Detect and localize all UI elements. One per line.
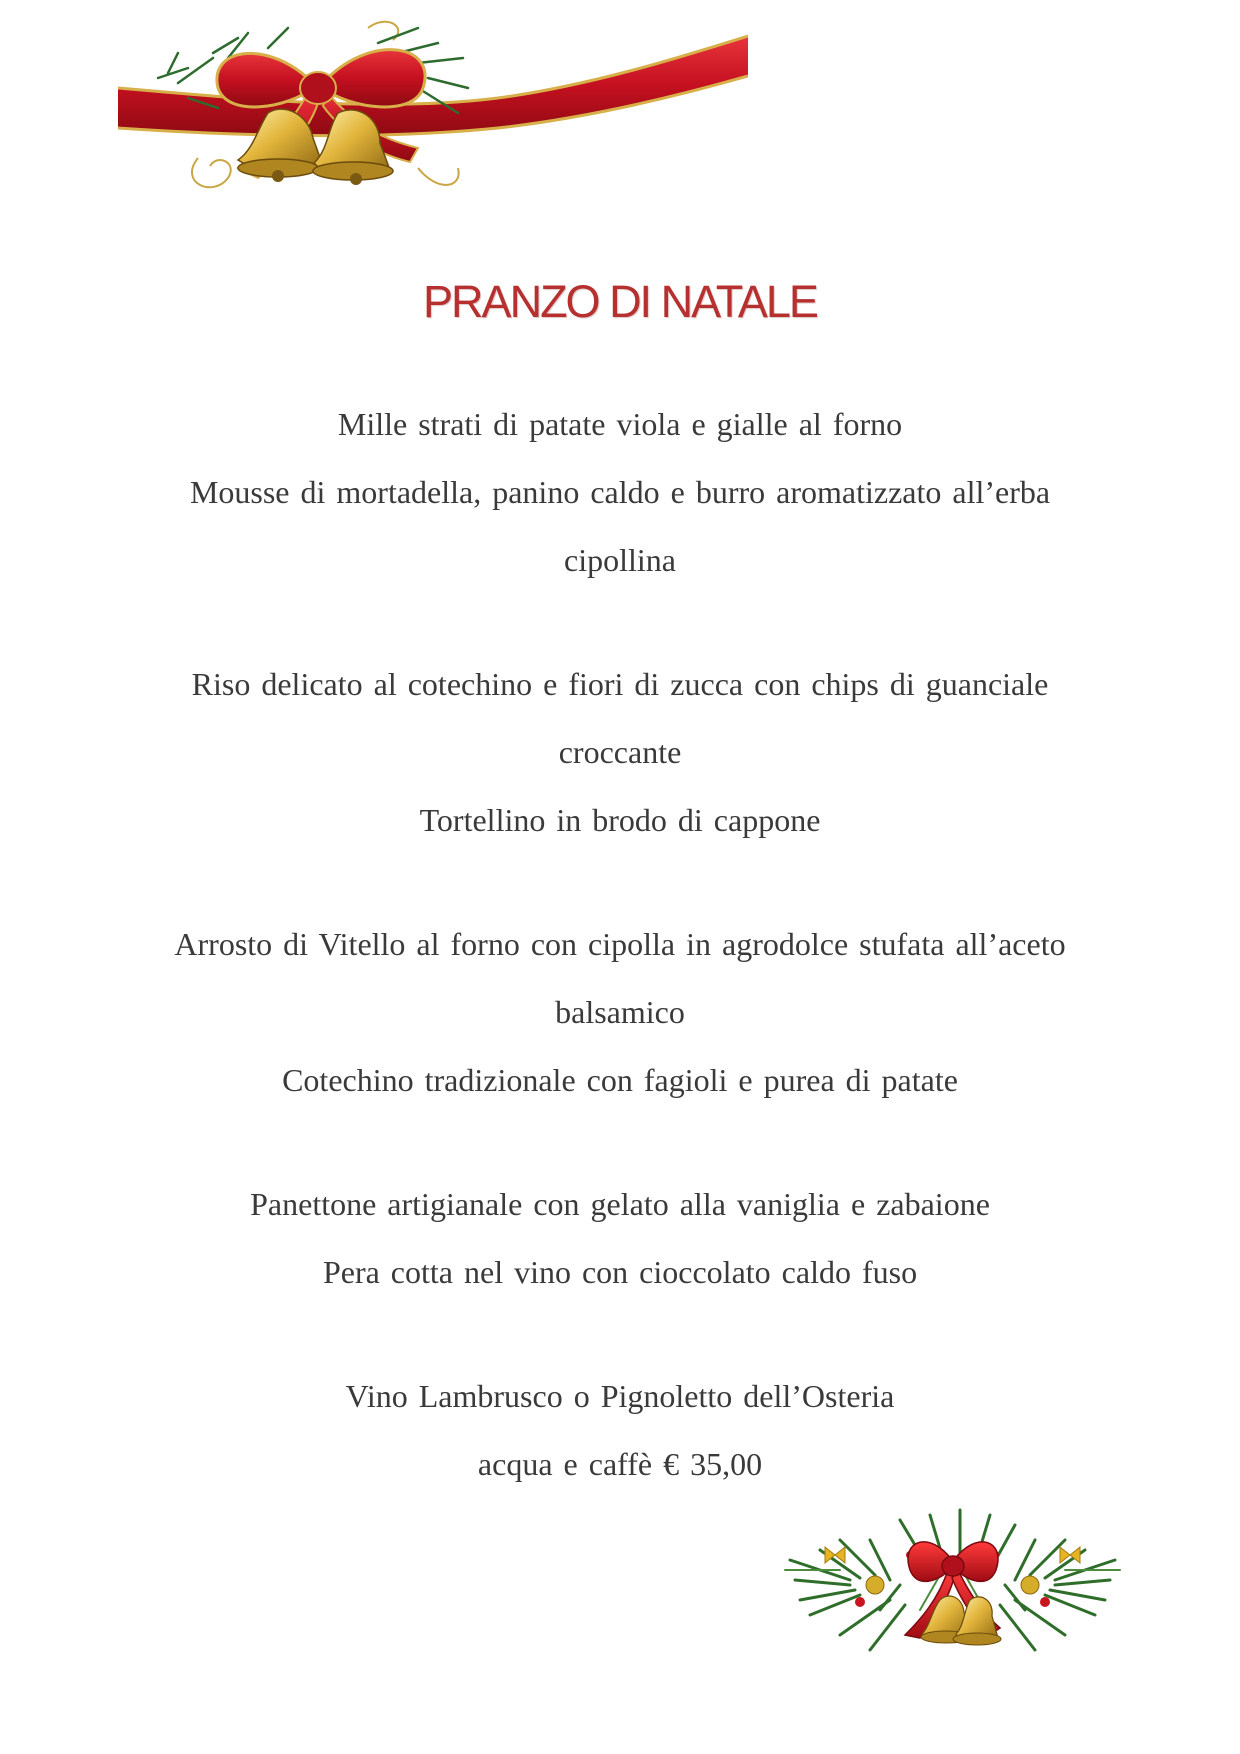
- menu-item: Mousse di mortadella, panino caldo e burro aromatizzato all’erba: [189, 474, 1051, 510]
- menu-item: Panettone artigianale con gelato alla vaniglia e zabaione: [250, 1186, 990, 1222]
- menu-item: cipollina: [564, 542, 676, 578]
- menu-item: Pera cotta nel vino con cioccolato caldo fuso: [322, 1254, 918, 1290]
- menu-item: Riso delicato al cotechino e fiori di zucca con chips di guanciale: [191, 666, 1049, 702]
- section-spacer: [110, 594, 1130, 650]
- menu-item: Vino Lambrusco o Pignoletto dell’Osteria: [345, 1378, 895, 1414]
- menu-item: Tortellino in brodo di cappone: [419, 802, 821, 838]
- menu-item: Arrosto di Vitello al forno con cipolla in agrodolce stufata all’aceto: [174, 926, 1066, 962]
- pine-bells-bow-icon: [780, 1500, 1125, 1670]
- menu-item: Mille strati di patate viola e gialle al forno: [337, 406, 903, 442]
- menu-title: PRANZO DI NATALE: [423, 276, 817, 327]
- menu-item: croccante: [558, 734, 682, 770]
- menu-item: balsamico: [555, 994, 685, 1030]
- menu-item: Cotechino tradizionale con fagioli e purea di patate: [282, 1062, 958, 1098]
- section-spacer: [110, 1306, 1130, 1362]
- menu-list: [110, 390, 1130, 1498]
- ribbon-bow-bells-icon: [118, 18, 748, 203]
- section-spacer: [110, 1114, 1130, 1170]
- section-spacer: [110, 854, 1130, 910]
- price-line: acqua e caffè € 35,00: [477, 1446, 763, 1482]
